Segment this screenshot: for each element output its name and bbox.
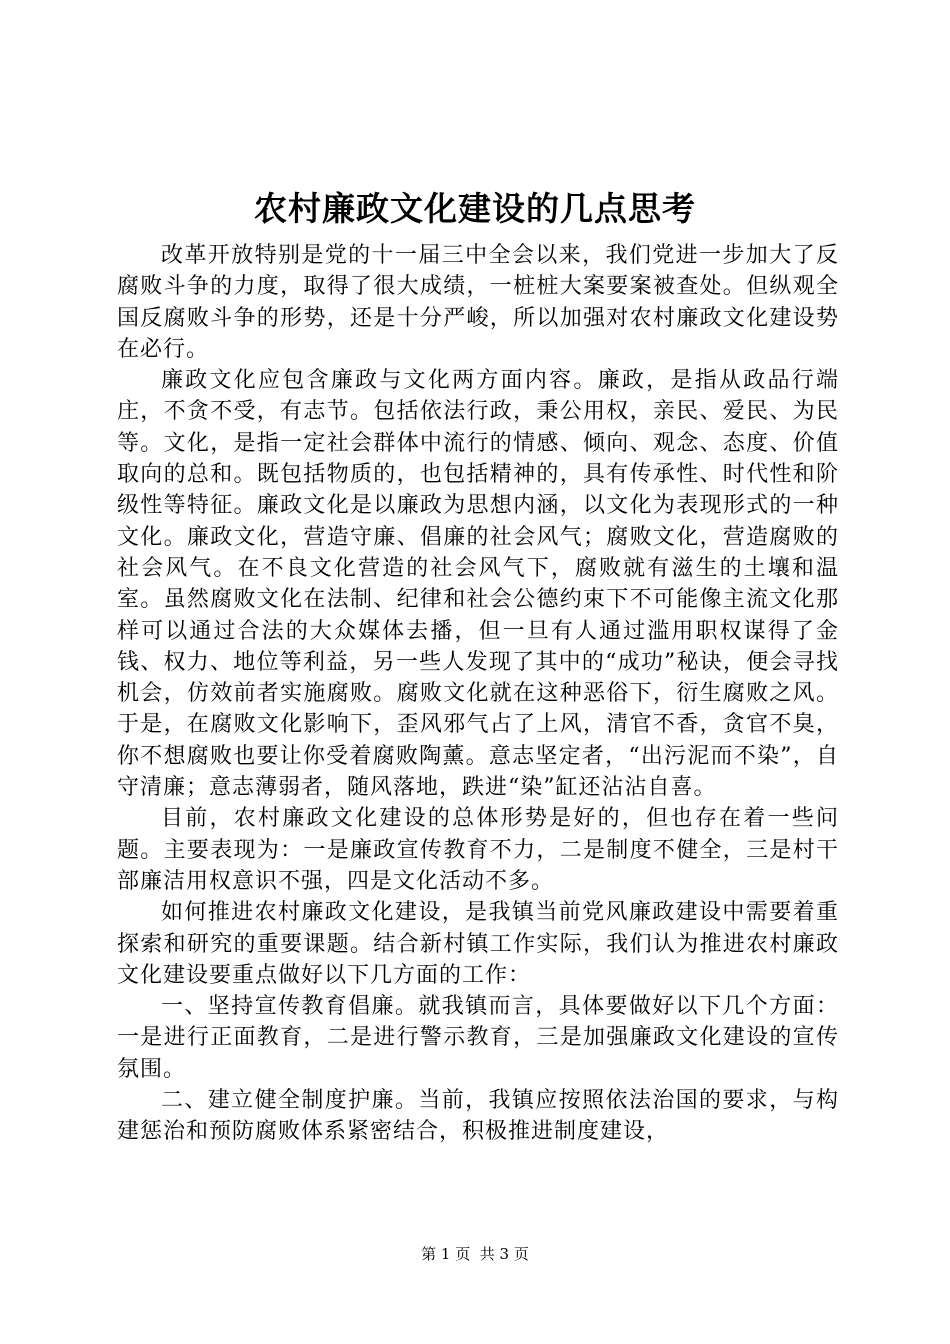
paragraph-6: 二、建立健全制度护廉。当前，我镇应按照依法治国的要求，与构建惩治和预防腐败体系紧密结合，积极推进制度建设， <box>117 1088 839 1145</box>
page-footer <box>0 1244 950 1264</box>
document-title: 农村廉政文化建设的几点思考 <box>254 189 696 228</box>
paragraph-1: 改革开放特别是党的十一届三中全会以来，我们党进一步加大了反腐败斗争的力度，取得了很大成绩，一桩桩大案要案被查处。但纵观全国反腐败斗争的形势，还是十分严峻，所以加强对农村廉政文化建设势在必行。 <box>117 243 839 362</box>
document-body <box>117 240 839 1148</box>
paragraph-5: 一、坚持宣传教育倡廉。就我镇而言，具体要做好以下几个方面：一是进行正面教育，二是进行警示教育，三是加强廉政文化建设的宣传氛围。 <box>117 994 839 1082</box>
paragraph-2: 廉政文化应包含廉政与文化两方面内容。廉政，是指从政品行端庄，不贪不受，有志节。包括依法行政，秉公用权，亲民、爱民、为民等。文化，是指一定社会群体中流行的情感、倾向、观念、态度、价值取向的总和。既包括物质的，也包括精神的，具有传承性、时代性和阶级性等特征。廉政文化是以廉政为思想内涵，以文化为表现形式的一种文化。廉政文化，营造守廉、倡廉的社会风气；腐败文化，营造腐败的社会风气。在不良文化营造的社会风气下，腐败就有滋生的土壤和温室。虽然腐败文化在法制、纪律和社会公德约束下不可能像主流文化那样可以通过合法的大众媒体去播，但一旦有人通过滥用职权谋得了金钱、权力、地位等利益，另一些人发现了其中的“成功”秘诀，便会寻找机会，仿效前者实施腐败。腐败文化就在这种恶俗下，衍生腐败之风。于是，在腐败文化影响下，歪风邪气占了上风，清官不香，贪官不臭，你不想腐败也要让你受着腐败陶薰。意志坚定者，“出污泥而不染”，自守清廉；意志薄弱者，随风落地，跌进“染”缸还沾沾自喜。 <box>117 368 839 801</box>
page-number: 第 1 页 <box>421 1245 471 1263</box>
paragraph-4: 如何推进农村廉政文化建设，是我镇当前党风廉政建设中需要着重探索和研究的重要课题。结合新村镇工作实际，我们认为推进农村廉政文化建设要重点做好以下几方面的工作： <box>117 900 839 988</box>
paragraph-3: 目前，农村廉政文化建设的总体形势是好的，但也存在着一些问题。主要表现为：一是廉政宣传教育不力，二是制度不健全，三是村干部廉洁用权意识不强，四是文化活动不多。 <box>117 806 839 894</box>
page-total: 共 3 页 <box>479 1245 529 1263</box>
